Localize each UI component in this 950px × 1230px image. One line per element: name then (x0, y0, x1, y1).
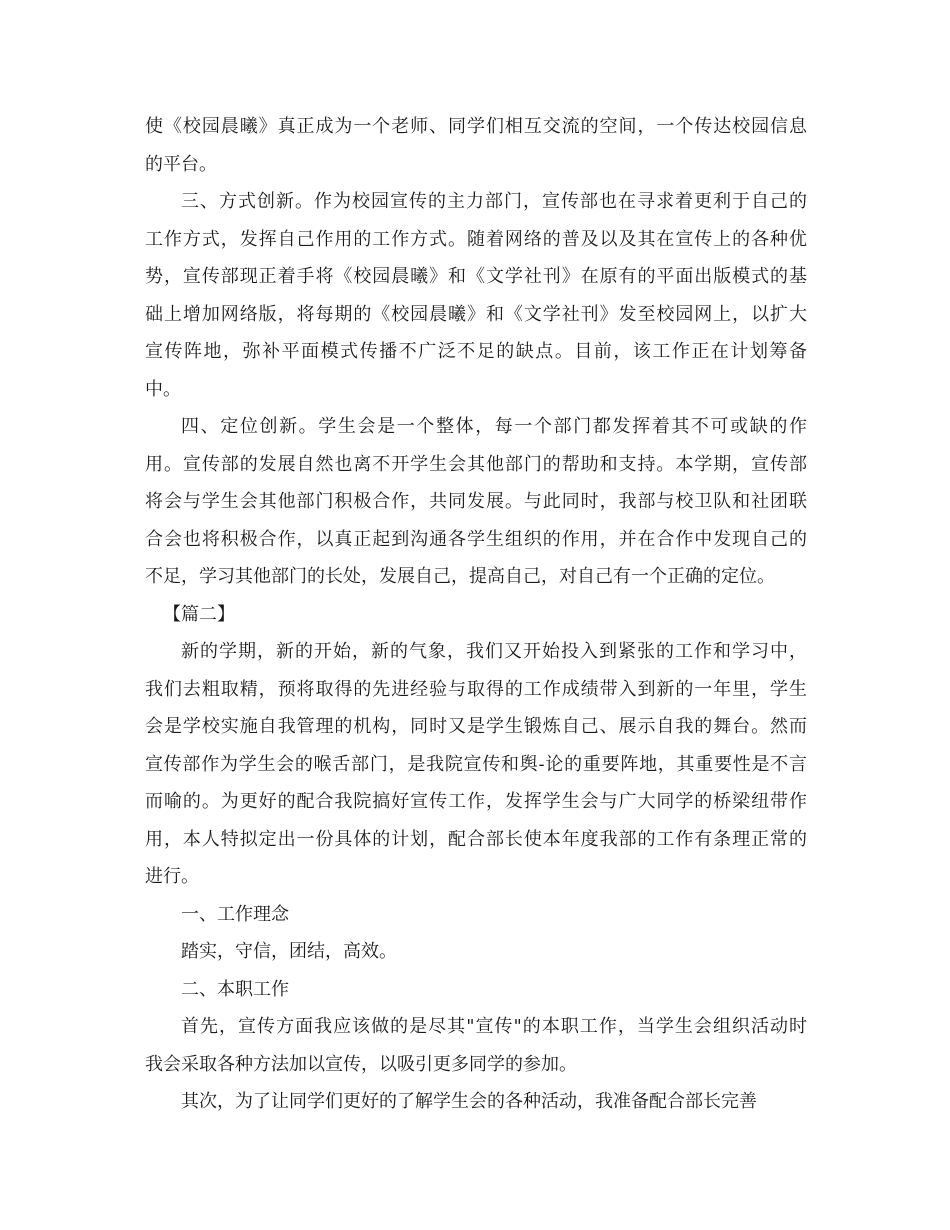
text-line: 宣传阵地，弥补平面模式传播不广泛不足的缺点。目前，该工作正在计划筹备 (145, 341, 807, 362)
text-line: 三、方式创新。作为校园宣传的主力部门，宣传部也在寻求着更利于自己的 (181, 191, 807, 212)
text-line: 工作方式，发挥自己作用的工作方式。随着网络的普及以及其在宣传上的各种优 (145, 228, 807, 250)
text-line: 二、本职工作 (181, 978, 289, 1000)
text-line: 宣传部作为学生会的喉舌部门，是我院宣传和舆-论的重要阵地，其重要性是不言 (145, 753, 807, 775)
text-line: 新的学期，新的开始，新的气象，我们又开始投入到紧张的工作和学习中， (181, 641, 807, 662)
text-line: 合会也将积极合作，以真正起到沟通各学生组织的作用，并在合作中发现自己的 (145, 528, 807, 550)
text-line: 的平台。 (145, 153, 217, 175)
text-line: 使《校园晨曦》真正成为一个老师、同学们相互交流的空间，一个传达校园信息 (145, 116, 807, 137)
text-line: 不足，学习其他部门的长处，发展自己，提高自己，对自己有一个正确的定位。 (145, 566, 775, 587)
text-line: 势，宣传部现正着手将《校园晨曦》和《文学社刊》在原有的平面出版模式的基 (145, 266, 807, 287)
text-line: 础上增加网络版，将每期的《校园晨曦》和《文学社刊》发至校园网上，以扩大 (145, 303, 807, 325)
text-line: 会是学校实施自我管理的机构，同时又是学生锻炼自己、展示自我的舞台。然而 (145, 716, 807, 737)
text-line: 用，本人特拟定出一份具体的计划，配合部长使本年度我部的工作有条理正常的 (145, 828, 807, 850)
text-line: 用。宣传部的发展自然也离不开学生会其他部门的帮助和支持。本学期，宣传部 (145, 453, 807, 475)
text-line: 一、工作理念 (181, 903, 289, 925)
text-line: 踏实，守信，团结，高效。 (181, 941, 397, 962)
text-line: 而喻的。为更好的配合我院搞好宣传工作，发挥学生会与广大同学的桥梁纽带作 (145, 791, 807, 812)
text-line: 其次，为了让同学们更好的了解学生会的各种活动，我准备配合部长完善 (181, 1091, 757, 1112)
text-line: 【篇二】 (163, 603, 235, 625)
text-line: 将会与学生会其他部门积极合作，共同发展。与此同时，我部与校卫队和社团联 (145, 491, 807, 512)
text-line: 我会采取各种方法加以宣传，以吸引更多同学的参加。 (145, 1053, 577, 1075)
document-page (145, 108, 807, 1121)
text-line: 进行。 (145, 866, 199, 887)
text-line: 首先，宣传方面我应该做的是尽其"宣传"的本职工作，当学生会组织活动时 (181, 1016, 807, 1037)
text-line: 中。 (145, 378, 181, 400)
text-line: 四、定位创新。学生会是一个整体，每一个部门都发挥着其不可或缺的作 (181, 416, 807, 437)
text-line: 我们去粗取精，预将取得的先进经验与取得的工作成绩带入到新的一年里，学生 (145, 678, 807, 700)
